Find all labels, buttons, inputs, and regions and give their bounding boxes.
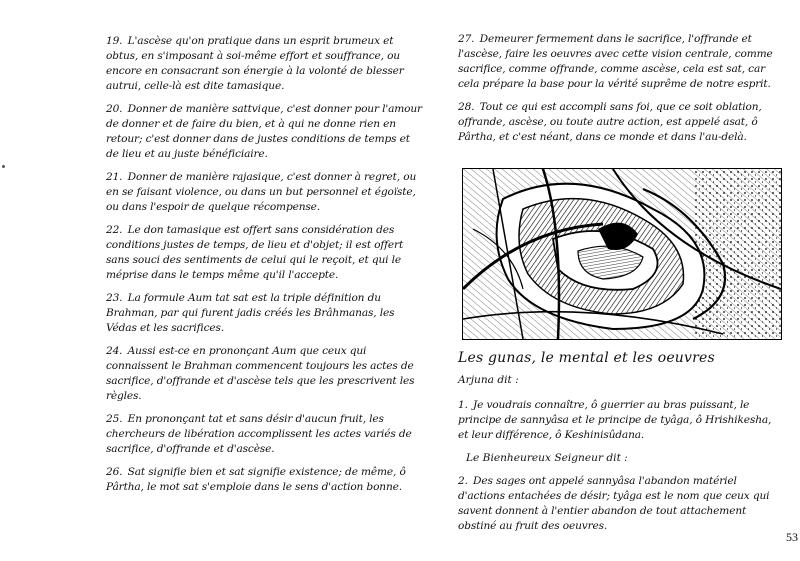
margin-mark [2,165,5,168]
verse-text: Des sages ont appelé sannyâsa l'abandon matériel d'actions entachées de désir; tyâga est le nom que ceux qui savent donnent à l'entier abandon de tout attachement obstiné au fruit des oeuvres. [458,475,770,532]
abstract-illustration [462,168,782,340]
verse-19 [106,34,424,94]
verse-number: 26. [106,466,123,478]
verse-text: L'ascèse qu'on pratique dans un esprit brumeux et obtus, en s'imposant à soi-même effort et souffrance, ou encore en consacrant son énergie à la volonté de blesser autrui, celle-là est dite tamasique. [106,35,404,92]
verse-number: 21. [106,171,123,183]
verse-27 [458,32,783,92]
verse-number: 25. [106,413,123,425]
verse-number: 2. [458,475,468,487]
verse-text: Sat signifie bien et sat signifie existence; de même, ô Pârtha, le mot sat s'emploie dans le sens d'action bonne. [106,466,406,493]
verse-text: Je voudrais connaître, ô guerrier au bras puissant, le principe de sannyâsa et le principe de tyâga, ô Hrishikesha, et leur différence, ô Keshinisûdana. [458,399,772,441]
verse-text: Le don tamasique est offert sans considération des conditions justes de temps, de lieu et d'objet; il est offert sans souci des sentiments de celui qui le reçoit, et qui le méprise dans le temps même qu'il l'accepte. [106,224,404,281]
verse-24 [106,344,424,404]
verse-text: Tout ce qui est accompli sans foi, que ce soit oblation, offrande, ascèse, ou toute autre action, est appelé asat, ô Pârtha, et c'est néant, dans ce monde et dans l'au-delà. [458,101,762,143]
verse-text: En prononçant tat et sans désir d'aucun fruit, les chercheurs de libération accomplissent les actes variés de sacrifice, d'offrande et d'ascèse. [106,413,412,455]
verse-number: 28. [458,101,475,113]
verse-23 [106,291,424,336]
right-column-top [458,32,783,153]
verse-26 [106,465,424,495]
verse-text: Aussi est-ce en prononçant Aum que ceux qui connaissent le Brahman commencent toujours les actes de sacrifice, d'offrande et d'ascèse tels que les prescrivent les règles. [106,345,415,402]
page-number: 53 [786,530,798,544]
verse-text: Donner de manière sattvique, c'est donner pour l'amour de donner et de faire du bien, et à qui ne donne rien en retour; c'est donner dans de justes conditions de temps et de lieu et au juste bénéficiaire. [106,103,422,160]
verse-number: 20. [106,103,123,115]
left-column [106,34,424,503]
verse-number: 24. [106,345,123,357]
verse-number: 22. [106,224,123,236]
verse-text: Donner de manière rajasique, c'est donner à regret, ou en se faisant violence, ou dans un but personnel et égoïste, ou dans l'espoir de quelque récompense. [106,171,417,213]
verse-text: Demeurer fermement dans le sacrifice, l'offrande et l'ascèse, faire les oeuvres avec cette vision centrale, comme sacrifice, comme offrande, comme ascèse, cela est sat, car cela prépare la base pour la vérité suprême de notre esprit. [458,33,773,90]
section-title: Les gunas, le mental et les oeuvres [458,350,715,366]
verse-28 [458,100,783,145]
verse-number: 1. [458,399,468,411]
verse-2 [458,474,783,534]
arjuna-speaker: Arjuna dit : [458,374,519,386]
verse-25 [106,412,424,457]
right-column-bottom [458,349,783,542]
verse-number: 23. [106,292,123,304]
ink-drawing [463,169,781,339]
verse-text: La formule Aum tat sat est la triple définition du Brahman, par qui furent jadis créés les Brâhmanas, les Védas et les sacrifices. [106,292,395,334]
verse-number: 19. [106,35,123,47]
verse-20 [106,102,424,162]
verse-21 [106,170,424,215]
verse-22 [106,223,424,283]
verse-number: 27. [458,33,475,45]
lord-speaker: Le Bienheureux Seigneur dit : [466,452,628,464]
verse-1 [458,398,783,443]
